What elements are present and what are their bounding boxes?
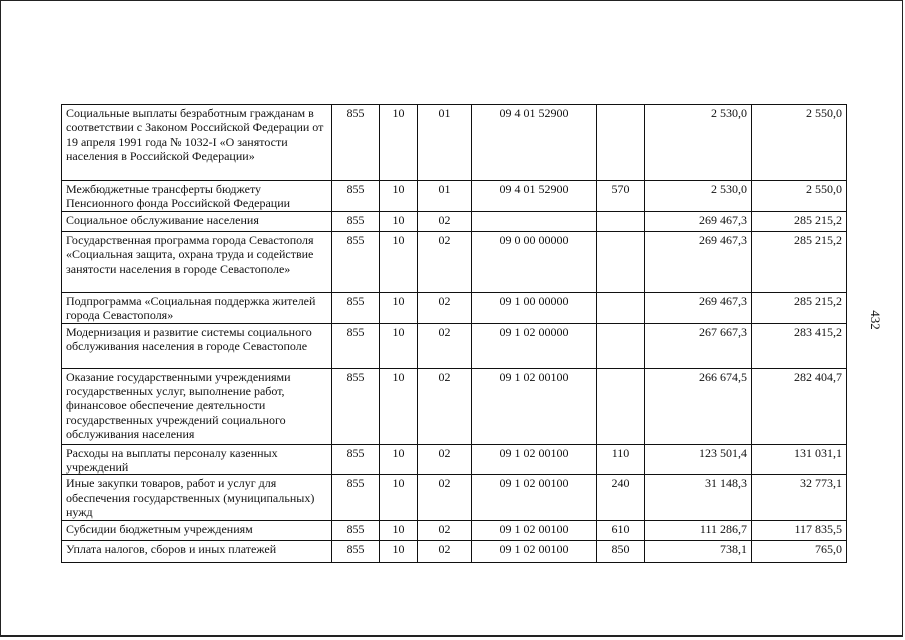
table-row — [62, 368, 847, 444]
budget-table — [61, 104, 847, 563]
target-article-cell: 09 4 01 52900 — [472, 105, 597, 181]
target-article-cell: 09 4 01 52900 — [472, 181, 597, 212]
table-row — [62, 520, 847, 540]
subsection-code-cell: 02 — [418, 231, 472, 292]
grbs-code-cell: 855 — [332, 368, 380, 444]
target-article-cell: 09 1 02 00100 — [472, 475, 597, 520]
subsection-code-cell: 01 — [418, 105, 472, 181]
amount-year2-cell: 117 835,5 — [752, 520, 847, 540]
target-article-cell: 09 1 02 00100 — [472, 368, 597, 444]
row-name-cell: Подпрограмма «Социальная поддержка жителей города Севастополя» — [62, 292, 332, 323]
grbs-code-cell: 855 — [332, 444, 380, 475]
expense-type-cell — [597, 323, 645, 368]
row-name-cell: Расходы на выплаты персоналу казенных учреждений — [62, 444, 332, 475]
subsection-code-cell: 02 — [418, 292, 472, 323]
table-row — [62, 211, 847, 231]
table-row — [62, 475, 847, 520]
amount-year2-cell: 131 031,1 — [752, 444, 847, 475]
target-article-cell: 09 1 02 00100 — [472, 540, 597, 562]
row-name-cell: Модернизация и развитие системы социального обслуживания населения в городе Севастополе — [62, 323, 332, 368]
amount-year2-cell: 32 773,1 — [752, 475, 847, 520]
subsection-code-cell: 02 — [418, 211, 472, 231]
section-code-cell: 10 — [380, 475, 418, 520]
expense-type-cell — [597, 231, 645, 292]
grbs-code-cell: 855 — [332, 323, 380, 368]
section-code-cell: 10 — [380, 181, 418, 212]
table-row — [62, 105, 847, 181]
section-code-cell: 10 — [380, 444, 418, 475]
row-name-cell: Государственная программа города Севастополя «Социальная защита, охрана труда и содействие занятости населения в городе Севастополе» — [62, 231, 332, 292]
expense-type-cell: 570 — [597, 181, 645, 212]
expense-type-cell — [597, 211, 645, 231]
target-article-cell: 09 1 02 00100 — [472, 444, 597, 475]
table-row — [62, 231, 847, 292]
subsection-code-cell: 02 — [418, 368, 472, 444]
row-name-cell: Иные закупки товаров, работ и услуг для обеспечения государственных (муниципальных) нужд — [62, 475, 332, 520]
amount-year2-cell: 765,0 — [752, 540, 847, 562]
section-code-cell: 10 — [380, 323, 418, 368]
target-article-cell: 09 1 00 00000 — [472, 292, 597, 323]
expense-type-cell — [597, 105, 645, 181]
expense-type-cell — [597, 368, 645, 444]
amount-year1-cell: 269 467,3 — [645, 292, 752, 323]
grbs-code-cell: 855 — [332, 181, 380, 212]
amount-year1-cell: 123 501,4 — [645, 444, 752, 475]
grbs-code-cell: 855 — [332, 105, 380, 181]
row-name-cell: Социальное обслуживание населения — [62, 211, 332, 231]
subsection-code-cell: 02 — [418, 444, 472, 475]
row-name-cell: Уплата налогов, сборов и иных платежей — [62, 540, 332, 562]
expense-type-cell: 240 — [597, 475, 645, 520]
subsection-code-cell: 02 — [418, 475, 472, 520]
amount-year1-cell: 269 467,3 — [645, 231, 752, 292]
target-article-cell: 09 1 02 00100 — [472, 520, 597, 540]
grbs-code-cell: 855 — [332, 231, 380, 292]
amount-year1-cell: 2 530,0 — [645, 105, 752, 181]
section-code-cell: 10 — [380, 105, 418, 181]
row-name-cell: Межбюджетные трансферты бюджету Пенсионного фонда Российской Федерации — [62, 181, 332, 212]
section-code-cell: 10 — [380, 211, 418, 231]
grbs-code-cell: 855 — [332, 475, 380, 520]
section-code-cell: 10 — [380, 368, 418, 444]
amount-year1-cell: 267 667,3 — [645, 323, 752, 368]
row-name-cell: Социальные выплаты безработным гражданам в соответствии с Законом Российской Федерации от 19 апреля 1991 года № 1032-I «О занятости населения в Российской Федерации» — [62, 105, 332, 181]
section-code-cell: 10 — [380, 520, 418, 540]
row-name-cell: Оказание государственными учреждениями государственных услуг, выполнение работ, финансовое обеспечение деятельности государственных учреждений социального обслуживания населения — [62, 368, 332, 444]
amount-year1-cell: 31 148,3 — [645, 475, 752, 520]
table-row — [62, 292, 847, 323]
expense-type-cell: 850 — [597, 540, 645, 562]
amount-year1-cell: 2 530,0 — [645, 181, 752, 212]
table-row — [62, 181, 847, 212]
subsection-code-cell: 01 — [418, 181, 472, 212]
subsection-code-cell: 02 — [418, 540, 472, 562]
expense-type-cell: 610 — [597, 520, 645, 540]
amount-year2-cell: 285 215,2 — [752, 211, 847, 231]
section-code-cell: 10 — [380, 540, 418, 562]
table-row — [62, 444, 847, 475]
table-row — [62, 540, 847, 562]
table-row — [62, 323, 847, 368]
grbs-code-cell: 855 — [332, 540, 380, 562]
amount-year2-cell: 285 215,2 — [752, 292, 847, 323]
amount-year2-cell: 285 215,2 — [752, 231, 847, 292]
amount-year1-cell: 269 467,3 — [645, 211, 752, 231]
subsection-code-cell: 02 — [418, 323, 472, 368]
amount-year2-cell: 283 415,2 — [752, 323, 847, 368]
amount-year2-cell: 282 404,7 — [752, 368, 847, 444]
grbs-code-cell: 855 — [332, 292, 380, 323]
section-code-cell: 10 — [380, 231, 418, 292]
amount-year1-cell: 266 674,5 — [645, 368, 752, 444]
section-code-cell: 10 — [380, 292, 418, 323]
amount-year1-cell: 738,1 — [645, 540, 752, 562]
subsection-code-cell: 02 — [418, 520, 472, 540]
grbs-code-cell: 855 — [332, 211, 380, 231]
target-article-cell — [472, 211, 597, 231]
amount-year1-cell: 111 286,7 — [645, 520, 752, 540]
amount-year2-cell: 2 550,0 — [752, 105, 847, 181]
amount-year2-cell: 2 550,0 — [752, 181, 847, 212]
page-number: 432 — [868, 310, 883, 330]
target-article-cell: 09 0 00 00000 — [472, 231, 597, 292]
target-article-cell: 09 1 02 00000 — [472, 323, 597, 368]
grbs-code-cell: 855 — [332, 520, 380, 540]
expense-type-cell — [597, 292, 645, 323]
row-name-cell: Субсидии бюджетным учреждениям — [62, 520, 332, 540]
expense-type-cell: 110 — [597, 444, 645, 475]
